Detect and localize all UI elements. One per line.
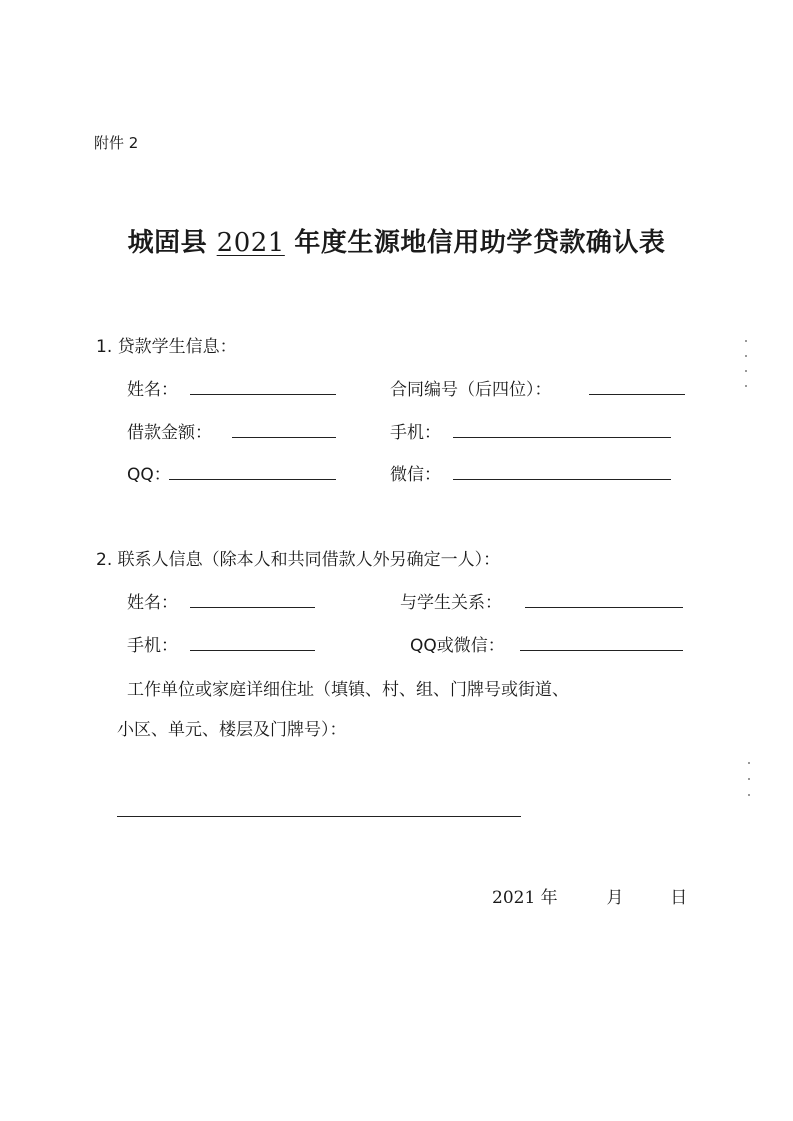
date-year: 2021 年	[492, 888, 558, 908]
contact-name-label: 姓名：	[127, 593, 178, 613]
date-month: 月	[606, 888, 624, 908]
date-line	[492, 883, 687, 908]
relation-field[interactable]	[525, 607, 683, 608]
student-name-label: 姓名：	[127, 380, 178, 400]
student-wechat-field[interactable]	[453, 479, 671, 480]
contract-number-label: 合同编号（后四位）：	[390, 380, 552, 400]
scan-mark	[745, 340, 747, 342]
section2-heading: 2. 联系人信息（除本人和共同借款人外另确定一人）：	[96, 550, 501, 570]
address-label-line2: 小区、单元、楼层及门牌号）：	[117, 720, 347, 740]
scan-mark	[748, 762, 750, 764]
student-phone-label: 手机：	[390, 423, 441, 443]
contact-qq-wechat-field[interactable]	[520, 650, 683, 651]
contact-name-field[interactable]	[190, 607, 315, 608]
section1-heading: 1. 贷款学生信息：	[96, 337, 237, 357]
student-phone-field[interactable]	[453, 437, 671, 438]
contact-phone-field[interactable]	[190, 650, 315, 651]
contract-number-field[interactable]	[589, 394, 685, 395]
form-title	[0, 222, 793, 259]
scan-mark	[745, 370, 747, 372]
student-qq-field[interactable]	[169, 479, 336, 480]
title-year: 2021	[216, 228, 285, 258]
address-field[interactable]	[117, 816, 521, 817]
title-prefix: 城固县	[127, 228, 208, 258]
date-day: 日	[670, 888, 688, 908]
student-qq-label: QQ：	[127, 465, 171, 485]
loan-amount-label: 借款金额：	[127, 423, 212, 443]
scan-mark	[745, 355, 747, 357]
scan-mark	[748, 778, 750, 780]
contact-phone-label: 手机：	[127, 636, 178, 656]
student-name-field[interactable]	[190, 394, 336, 395]
attachment-label: 附件 2	[94, 134, 139, 152]
relation-label: 与学生关系：	[400, 593, 502, 613]
scan-mark	[745, 385, 747, 387]
contact-qq-wechat-label: QQ或微信：	[410, 636, 505, 656]
scan-mark	[748, 794, 750, 796]
address-label-line1: 工作单位或家庭详细住址（填镇、村、组、门牌号或街道、	[127, 680, 569, 700]
loan-amount-field[interactable]	[232, 437, 336, 438]
title-suffix: 年度生源地信用助学贷款确认表	[294, 228, 666, 258]
student-wechat-label: 微信：	[390, 465, 441, 485]
